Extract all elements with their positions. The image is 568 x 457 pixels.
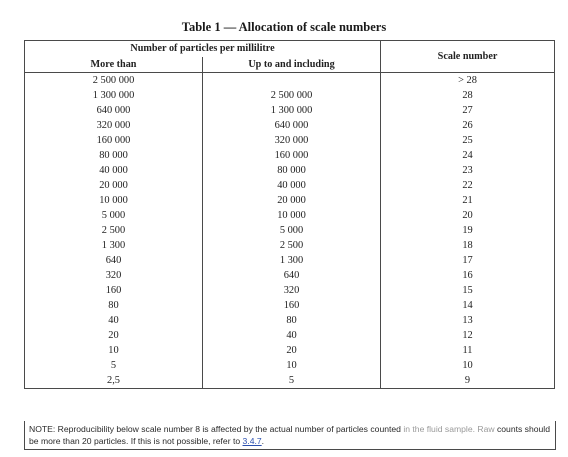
table-row — [25, 73, 555, 89]
cell-scale-number: 26 — [381, 118, 555, 133]
table-row — [25, 88, 555, 103]
cell-up-to: 320 — [203, 283, 381, 298]
table-row — [25, 223, 555, 238]
cell-more-than: 640 000 — [25, 103, 203, 118]
table-row — [25, 148, 555, 163]
cell-scale-number: 27 — [381, 103, 555, 118]
note-reference-link[interactable]: 3.4.7 — [242, 435, 262, 446]
cell-scale-number: 17 — [381, 253, 555, 268]
cell-scale-number: 19 — [381, 223, 555, 238]
table-row — [25, 208, 555, 223]
cell-scale-number: > 28 — [381, 73, 555, 89]
cell-up-to: 2 500 000 — [203, 88, 381, 103]
cell-scale-number: 12 — [381, 328, 555, 343]
scale-table — [24, 40, 555, 389]
cell-more-than: 2 500 — [25, 223, 203, 238]
table-row — [25, 313, 555, 328]
cell-up-to: 40 — [203, 328, 381, 343]
cell-up-to: 80 000 — [203, 163, 381, 178]
cell-more-than: 40 000 — [25, 163, 203, 178]
cell-more-than: 640 — [25, 253, 203, 268]
cell-scale-number: 14 — [381, 298, 555, 313]
cell-up-to: 40 000 — [203, 178, 381, 193]
header-scale-number: Scale number — [381, 41, 555, 73]
cell-scale-number: 9 — [381, 373, 555, 389]
table-row — [25, 358, 555, 373]
table-row — [25, 103, 555, 118]
cell-more-than: 20 — [25, 328, 203, 343]
cell-up-to: 320 000 — [203, 133, 381, 148]
cell-scale-number: 28 — [381, 88, 555, 103]
cell-up-to: 1 300 000 — [203, 103, 381, 118]
cell-scale-number: 16 — [381, 268, 555, 283]
table-row — [25, 328, 555, 343]
cell-scale-number: 20 — [381, 208, 555, 223]
cell-scale-number: 13 — [381, 313, 555, 328]
table-title: Table 1 — Allocation of scale numbers — [181, 20, 387, 34]
cell-more-than: 20 000 — [25, 178, 203, 193]
table-row — [25, 268, 555, 283]
cell-more-than: 160 — [25, 283, 203, 298]
note-text-faint: in the fluid sample. Raw — [403, 424, 495, 434]
cell-up-to: 5 000 — [203, 223, 381, 238]
cell-more-than: 10 000 — [25, 193, 203, 208]
cell-scale-number: 21 — [381, 193, 555, 208]
table-row — [25, 283, 555, 298]
cell-up-to: 1 300 — [203, 253, 381, 268]
cell-more-than: 1 300 — [25, 238, 203, 253]
cell-more-than: 80 000 — [25, 148, 203, 163]
cell-up-to: 80 — [203, 313, 381, 328]
cell-scale-number: 15 — [381, 283, 555, 298]
table-row — [25, 253, 555, 268]
cell-scale-number: 10 — [381, 358, 555, 373]
table-row — [25, 133, 555, 148]
cell-more-than: 10 — [25, 343, 203, 358]
cell-up-to: 20 — [203, 343, 381, 358]
table-row — [25, 298, 555, 313]
header-up-to: Up to and including — [203, 57, 381, 73]
cell-more-than: 40 — [25, 313, 203, 328]
cell-up-to: 640 000 — [203, 118, 381, 133]
cell-up-to: 5 — [203, 373, 381, 389]
cell-scale-number: 11 — [381, 343, 555, 358]
table-row — [25, 238, 555, 253]
table-row — [25, 373, 555, 389]
cell-more-than: 5 — [25, 358, 203, 373]
cell-more-than: 5 000 — [25, 208, 203, 223]
header-more-than: More than — [25, 57, 203, 73]
header-particles-group: Number of particles per millilitre — [25, 41, 381, 58]
cell-more-than: 1 300 000 — [25, 88, 203, 103]
table-body — [25, 73, 555, 389]
table-row — [25, 163, 555, 178]
cell-up-to: 2 500 — [203, 238, 381, 253]
cell-more-than: 80 — [25, 298, 203, 313]
cell-scale-number: 25 — [381, 133, 555, 148]
cell-more-than: 320 000 — [25, 118, 203, 133]
cell-more-than: 160 000 — [25, 133, 203, 148]
cell-scale-number: 18 — [381, 238, 555, 253]
table-row — [25, 118, 555, 133]
cell-scale-number: 23 — [381, 163, 555, 178]
table-row — [25, 178, 555, 193]
cell-up-to: 160 — [203, 298, 381, 313]
cell-more-than: 2 500 000 — [25, 73, 203, 89]
cell-more-than: 2,5 — [25, 373, 203, 389]
table-row — [25, 193, 555, 208]
note-text-2: counts should be more than 20 particles. If this is not possible, refer to — [29, 424, 550, 446]
cell-up-to: 10 000 — [203, 208, 381, 223]
cell-scale-number: 24 — [381, 148, 555, 163]
cell-scale-number: 22 — [381, 178, 555, 193]
cell-up-to: 20 000 — [203, 193, 381, 208]
note-text-end: . — [261, 435, 265, 446]
cell-up-to: 160 000 — [203, 148, 381, 163]
cell-up-to — [203, 73, 381, 89]
table-note — [24, 421, 556, 450]
cell-up-to: 10 — [203, 358, 381, 373]
cell-more-than: 320 — [25, 268, 203, 283]
note-text: NOTE: Reproducibility below scale number 8 is affected by the actual number of particles counted — [29, 424, 404, 434]
table-row — [25, 343, 555, 358]
cell-up-to: 640 — [203, 268, 381, 283]
